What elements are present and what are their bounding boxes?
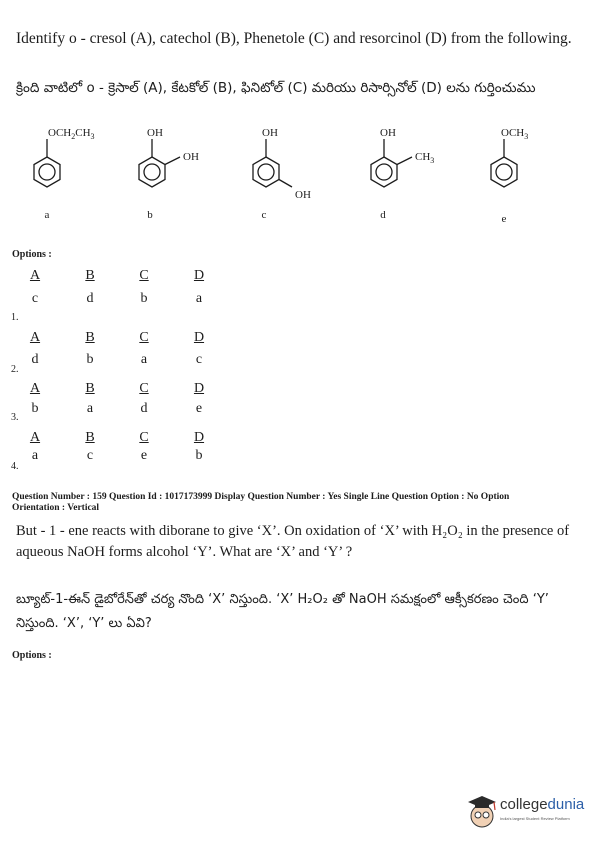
question-meta-line: Orientation : Vertical bbox=[12, 503, 100, 513]
chemical-structures bbox=[0, 112, 595, 227]
svg-text:OH: OH bbox=[380, 127, 396, 139]
option-header: D bbox=[193, 381, 205, 396]
option-header: A bbox=[29, 268, 41, 283]
option-header: B bbox=[85, 268, 95, 283]
structure-label: b bbox=[147, 209, 153, 221]
svg-text:OH: OH bbox=[147, 127, 163, 139]
option-value: d bbox=[140, 401, 148, 416]
option-value: a bbox=[195, 291, 203, 306]
svg-text:OH: OH bbox=[262, 127, 278, 139]
structure-label: c bbox=[261, 209, 267, 221]
option-header: B bbox=[85, 330, 95, 345]
option-number: 2. bbox=[11, 364, 19, 375]
option-header: C bbox=[139, 268, 149, 283]
structure-label: a bbox=[44, 209, 50, 221]
svg-text:OCH2CH3: $OCH_2CH_3$ bbox=[48, 127, 95, 141]
option-value: a bbox=[86, 401, 94, 416]
structure-b bbox=[139, 127, 199, 221]
option-value: a bbox=[140, 352, 148, 367]
question-meta bbox=[12, 492, 509, 514]
option-header: D bbox=[193, 330, 205, 345]
structure-a bbox=[34, 127, 95, 221]
options-title: Options : bbox=[12, 249, 52, 260]
structure-e bbox=[491, 127, 528, 225]
option-header: D bbox=[193, 268, 205, 283]
option-value: c bbox=[86, 448, 94, 463]
option-header: A bbox=[29, 430, 41, 445]
structure-label: e bbox=[501, 213, 507, 225]
option-value: a bbox=[31, 448, 39, 463]
option-value: e bbox=[195, 401, 203, 416]
question-text-telugu: క్రింది వాటిలో o - క్రెసాల్ (A), కేటకోల్ (B), ఫినిటోల్ (C) మరియు రిసార్సినోల్ (D) లను గుర్తించుము bbox=[16, 80, 536, 96]
option-header: C bbox=[139, 330, 149, 345]
option-number: 4. bbox=[11, 461, 19, 472]
question-2-text-english: But - 1 - ene reacts with diborane to give ‘X’. On oxidation of ‘X’ with H₂O₂ in the presence of aqueous NaOH forms alcohol ‘Y’. What are ‘X’ and ‘Y’ ? bbox=[16, 523, 570, 560]
option-value: c bbox=[195, 352, 203, 367]
option-4-headers[interactable] bbox=[20, 430, 220, 450]
structure-c bbox=[253, 127, 311, 221]
question-text-english: Identify o - cresol (A), catechol (B), Phenetole (C) and resorcinol (D) from the following. bbox=[16, 30, 572, 47]
option-2-values[interactable] bbox=[20, 352, 220, 372]
option-1-values[interactable] bbox=[20, 291, 220, 311]
svg-text:OH: OH bbox=[295, 189, 311, 201]
collegedunia-logo bbox=[466, 792, 586, 832]
option-3-values[interactable] bbox=[20, 401, 220, 421]
option-number: 3. bbox=[11, 412, 19, 423]
option-value: d bbox=[31, 352, 39, 367]
option-header: A bbox=[29, 381, 41, 396]
option-header: B bbox=[85, 381, 95, 396]
question-meta-line: Question Number : 159 Question Id : 1017173999 Display Question Number : Yes Single Line Question Option : No Option bbox=[12, 492, 510, 502]
structure-d bbox=[371, 127, 434, 221]
option-value: e bbox=[140, 448, 148, 463]
option-4-values[interactable] bbox=[20, 448, 220, 468]
brand-tagline: India's largest Student Review Platform bbox=[500, 816, 570, 821]
option-value: b bbox=[140, 291, 148, 306]
option-2-headers[interactable] bbox=[20, 330, 220, 350]
option-header: C bbox=[139, 430, 149, 445]
option-value: d bbox=[86, 291, 94, 306]
brand-name: collegedunia bbox=[500, 796, 585, 813]
option-1-headers[interactable] bbox=[20, 268, 220, 288]
option-value: b bbox=[31, 401, 39, 416]
question-2-text-telugu: బ్యూట్-1-ఈన్ డైబోరేన్‌తో చర్య నొంది ‘X’ నిస్తుంది. ‘X’ H₂O₂ తో NaOH సమక్షంలో ఆక్సీకరణం చెంది ‘Y’ నిస్తుంది. ‘X’, ‘Y’ లు ఏవి? bbox=[16, 592, 549, 631]
option-number: 1. bbox=[11, 312, 19, 323]
graduate-icon bbox=[466, 792, 498, 830]
option-header: B bbox=[85, 430, 95, 445]
option-header: A bbox=[29, 330, 41, 345]
option-value: c bbox=[31, 291, 39, 306]
option-header: D bbox=[193, 430, 205, 445]
option-3-headers[interactable] bbox=[20, 381, 220, 401]
option-value: b bbox=[86, 352, 94, 367]
svg-text:CH3: $CH_3$ bbox=[415, 151, 435, 165]
options-2-title: Options : bbox=[12, 650, 52, 661]
structure-label: d bbox=[380, 209, 386, 221]
svg-text:OCH3: $OCH_3$ bbox=[501, 127, 529, 141]
option-header: C bbox=[139, 381, 149, 396]
option-value: b bbox=[195, 448, 203, 463]
svg-text:OH: OH bbox=[183, 151, 199, 163]
